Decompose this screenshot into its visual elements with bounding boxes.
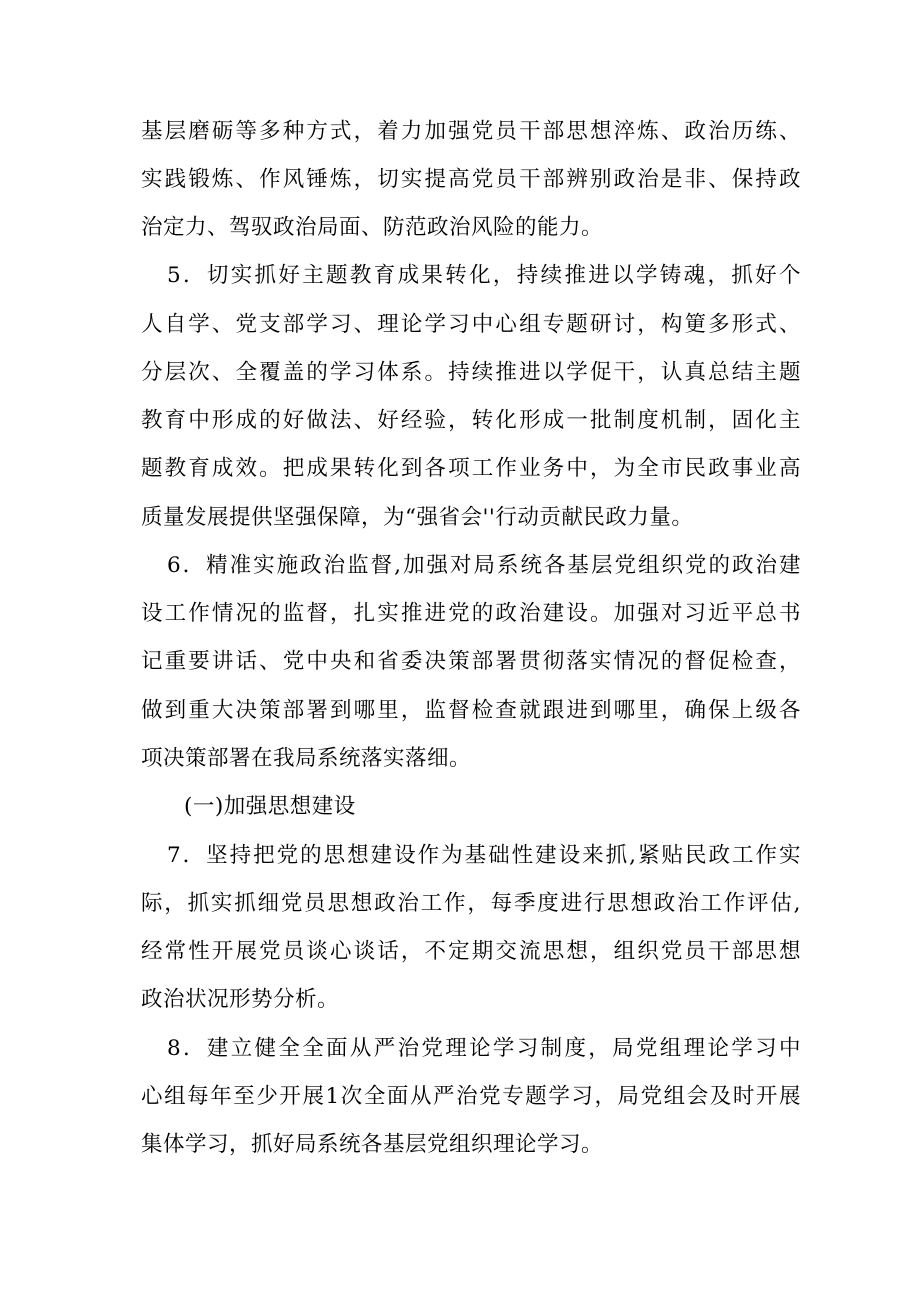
text-line: 集体学习，抓好局系统各基层党组织理论学习。: [141, 1132, 604, 1157]
text-line: 题教育成效。把成果转化到各项工作业务中，为全市民政事业高: [141, 456, 801, 481]
text-line: 做到重大决策部署到哪里，监督检查就跟进到哪里，确保上级各: [141, 698, 801, 723]
text-line: 治定力、驾驭政治局面、防范政治风险的能力。: [141, 215, 604, 240]
text-line: 质量发展提供坚强保障，为“强省会''行动贡献民政力量。: [141, 505, 694, 530]
text-line: 人自学、党支部学习、理论学习中心组专题研讨，构筻多形式、: [141, 312, 801, 337]
text-line: 6．精准实施政治监督,加强对局系统各基层党组织党的政治建: [167, 553, 801, 578]
text-line: 8．建立健全全面从严治党理论学习制度，局党组理论学习中: [167, 1036, 801, 1061]
text-line: 5．切实抓好主题教育成果转化，持续推进以学铸魂，抓好个: [167, 263, 801, 288]
text-line: 设工作情况的监督，扎实推进党的政治建设。加强对习近平总书: [141, 601, 801, 626]
text-line: 教育中形成的好做法、好经验，转化形成一批制度机制，固化主: [141, 408, 801, 433]
section-heading: (一)加强思想建设: [184, 794, 356, 819]
text-line: 经常性开展党员谈心谈话，不定期交流思想，组织党员干部思想: [141, 939, 801, 964]
text-line: 际，抓实抓细党员思想政治工作，每季度进行思想政治工作评估,: [141, 891, 801, 916]
text-line: 分层次、全覆盖的学习体系。持续推进以学促干，认真总结主题: [141, 360, 801, 385]
text-line: 记重要讲话、党中央和省委决策部署贯彻落实情况的督促检查，: [141, 649, 801, 674]
text-line: 基层磨砺等多种方式，着力加强党员干部思想淬炼、政治历练、: [141, 119, 801, 144]
text-line: 实践锻炼、作风锤炼，切实提高党员干部辨别政治是非、保持政: [141, 167, 801, 192]
text-line: 项决策部署在我局系统落实落细。: [141, 746, 472, 771]
text-line: 7．坚持把党的思想建设作为基础性建设来抓,紧贴民政工作实: [167, 843, 801, 868]
text-line: 政治状况形势分析。: [141, 987, 340, 1012]
text-line: 心组每年至少开展1次全面从严治党专题学习，局党组会及时开展: [141, 1084, 801, 1109]
